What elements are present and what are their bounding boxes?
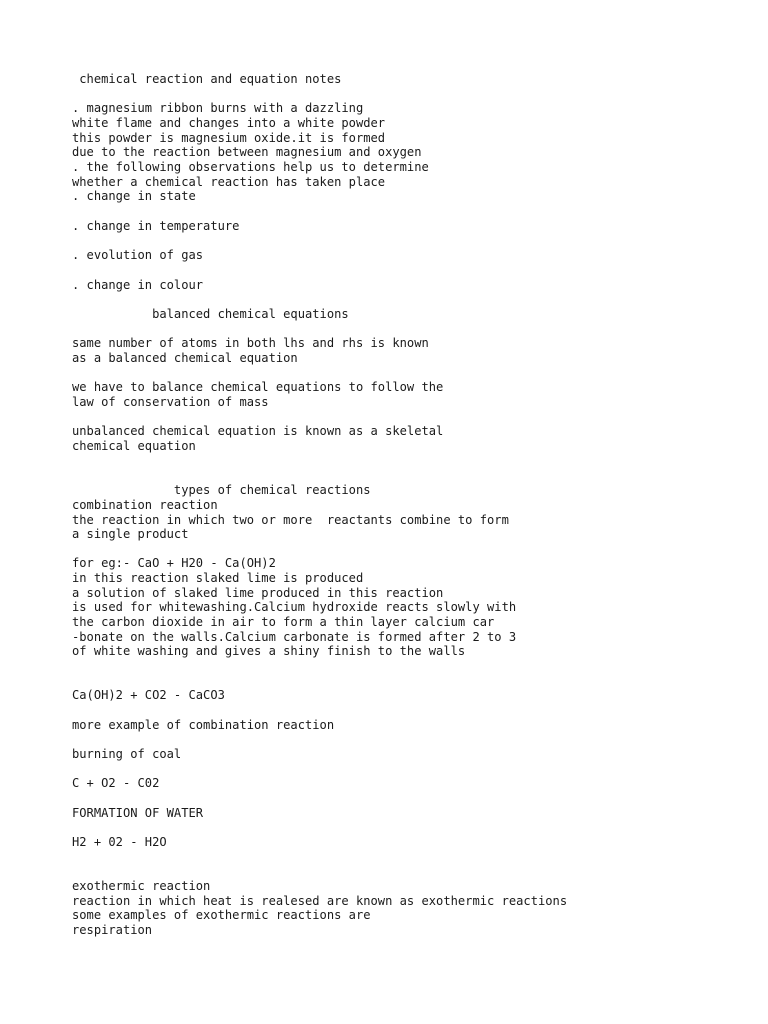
text-line: unbalanced chemical equation is known as a skeletal [72,424,444,438]
text-line: more example of combination reaction [72,718,335,732]
section-heading: balanced chemical equations [72,307,349,321]
text-line: law of conservation of mass [72,395,269,409]
text-line: . the following observations help us to determine [72,160,429,174]
text-line: as a balanced chemical equation [72,351,298,365]
text-line: white flame and changes into a white powder [72,116,386,130]
text-line: due to the reaction between magnesium and oxygen [72,145,422,159]
text-line: some examples of exothermic reactions are [72,908,371,922]
text-line: chemical equation [72,439,196,453]
text-line: FORMATION OF WATER [72,806,204,820]
equation-line: H2 + 02 - H2O [72,835,167,849]
text-line: burning of coal [72,747,182,761]
text-line: in this reaction slaked lime is produced [72,571,364,585]
text-line: the reaction in which two or more reactants combine to form [72,513,509,527]
text-line: a solution of slaked lime produced in this reaction [72,586,444,600]
section-heading: types of chemical reactions [72,483,371,497]
text-line: the carbon dioxide in air to form a thin layer calcium car [72,615,495,629]
equation-line: Ca(OH)2 + CO2 - CaCO3 [72,688,225,702]
text-line: is used for whitewashing.Calcium hydroxide reacts slowly with [72,600,517,614]
text-line: -bonate on the walls.Calcium carbonate is formed after 2 to 3 [72,630,517,644]
text-line: this powder is magnesium oxide.it is formed [72,131,386,145]
equation-line: C + O2 - C02 [72,776,160,790]
text-line: a single product [72,527,189,541]
text-line: of white washing and gives a shiny finish to the walls [72,644,466,658]
text-line: . evolution of gas [72,248,204,262]
text-line: combination reaction [72,498,218,512]
text-line: same number of atoms in both lhs and rhs is known [72,336,429,350]
text-line: respiration [72,923,153,937]
text-line: . change in state [72,189,196,203]
text-line: whether a chemical reaction has taken place [72,175,386,189]
text-line: . change in temperature [72,219,240,233]
text-line: reaction in which heat is realesed are known as exothermic reactions [72,894,568,908]
text-line: . change in colour [72,278,204,292]
text-line: exothermic reaction [72,879,211,893]
document-title: chemical reaction and equation notes [72,72,342,86]
text-line: . magnesium ribbon burns with a dazzling [72,101,364,115]
equation-line: for eg:- CaO + H20 - Ca(OH)2 [72,556,276,570]
text-line: we have to balance chemical equations to follow the [72,380,444,394]
